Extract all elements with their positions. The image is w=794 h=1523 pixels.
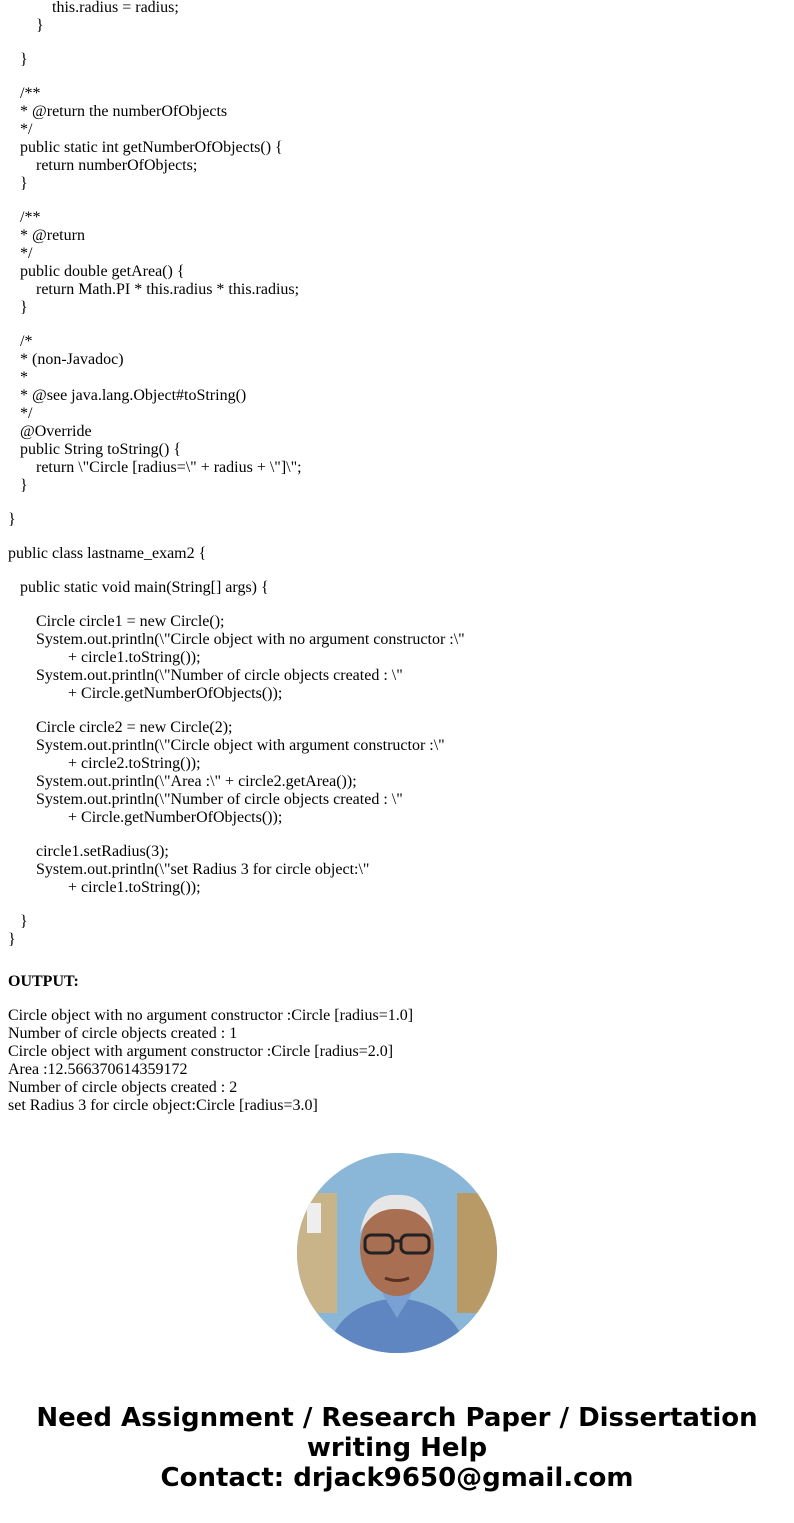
code-line: * @return the numberOfObjects [20, 103, 228, 120]
code-line: public static int getNumberOfObjects() { [20, 139, 283, 156]
output-line: Circle object with no argument constructor :Circle [radius=1.0] [8, 1007, 414, 1024]
code-line: public double getArea() { [20, 263, 185, 280]
code-line: /* [20, 333, 33, 350]
code-line: /** [20, 209, 41, 226]
blank-line [0, 193, 794, 209]
output-lines [0, 1007, 794, 1115]
code-line: System.out.println(\"Circle object with argument constructor :\" [36, 737, 445, 754]
code-line: Circle circle1 = new Circle(); [36, 613, 225, 630]
code-line: System.out.println(\"Area :\" + circle2.getArea()); [36, 773, 357, 790]
output-line: Area :12.566370614359172 [8, 1061, 188, 1078]
code-line: /** [20, 85, 41, 102]
code-line: return numberOfObjects; [36, 157, 198, 174]
output-line: Number of circle objects created : 1 [8, 1025, 238, 1042]
code-line: Circle circle2 = new Circle(2); [36, 719, 233, 736]
code-line: @Override [20, 423, 92, 440]
code-line: } [20, 299, 28, 316]
blank-line [0, 897, 794, 913]
code-line: + circle1.toString()); [68, 879, 201, 896]
banner-line-1: Need Assignment / Research Paper / Dissertation [36, 1403, 758, 1433]
blank-line [0, 703, 794, 719]
code-line: + circle2.toString()); [68, 755, 201, 772]
code-line: + Circle.getNumberOfObjects()); [68, 685, 283, 702]
code-line: * (non-Javadoc) [20, 351, 124, 368]
code-line: public String toString() { [20, 441, 182, 458]
code-line: this.radius = radius; [52, 0, 179, 16]
banner-line-2: writing Help [306, 1433, 488, 1463]
code-line: */ [20, 245, 33, 262]
blank-line [0, 827, 794, 843]
code-line: public static void main(String[] args) { [20, 579, 269, 596]
blank-line [0, 949, 794, 965]
contact-banner [0, 1403, 794, 1493]
blank-line [0, 35, 794, 51]
blank-line [0, 529, 794, 545]
blank-line [0, 495, 794, 511]
code-line: */ [20, 121, 33, 138]
code-line: } [20, 477, 28, 494]
code-line: + Circle.getNumberOfObjects()); [68, 809, 283, 826]
output-heading: OUTPUT: [8, 973, 79, 990]
code-line: } [8, 511, 16, 528]
code-line: return Math.PI * this.radius * this.radius; [36, 281, 300, 298]
output-line: Number of circle objects created : 2 [8, 1079, 238, 1096]
output-line: Circle object with argument constructor :Circle [radius=2.0] [8, 1043, 394, 1060]
code-line: } [20, 51, 28, 68]
banner-contact-email: Contact: drjack9650@gmail.com [160, 1463, 634, 1493]
code-line: */ [20, 405, 33, 422]
code-line: } [8, 931, 16, 948]
code-line: + circle1.toString()); [68, 649, 201, 666]
code-line: * @return [20, 227, 85, 244]
code-line: System.out.println(\"Number of circle objects created : \" [36, 791, 403, 808]
output-line: set Radius 3 for circle object:Circle [radius=3.0] [8, 1097, 318, 1114]
code-line: circle1.setRadius(3); [36, 843, 169, 860]
code-line: public class lastname_exam2 { [8, 545, 207, 562]
code-line: System.out.println(\"Circle object with no argument constructor :\" [36, 631, 465, 648]
person-portrait-image [297, 1153, 497, 1353]
code-line: * [20, 369, 28, 386]
author-photo [297, 1153, 497, 1353]
code-line: } [36, 17, 44, 34]
blank-line [0, 597, 794, 613]
code-line: } [20, 175, 28, 192]
code-line: } [20, 913, 28, 930]
blank-line [0, 317, 794, 333]
blank-line [0, 563, 794, 579]
blank-line [0, 69, 794, 85]
code-line: System.out.println(\"set Radius 3 for circle object:\" [36, 861, 370, 878]
code-line: return \"Circle [radius=\" + radius + \"]\"; [36, 459, 302, 476]
code-line: System.out.println(\"Number of circle objects created : \" [36, 667, 403, 684]
code-line: * @see java.lang.Object#toString() [20, 387, 247, 404]
